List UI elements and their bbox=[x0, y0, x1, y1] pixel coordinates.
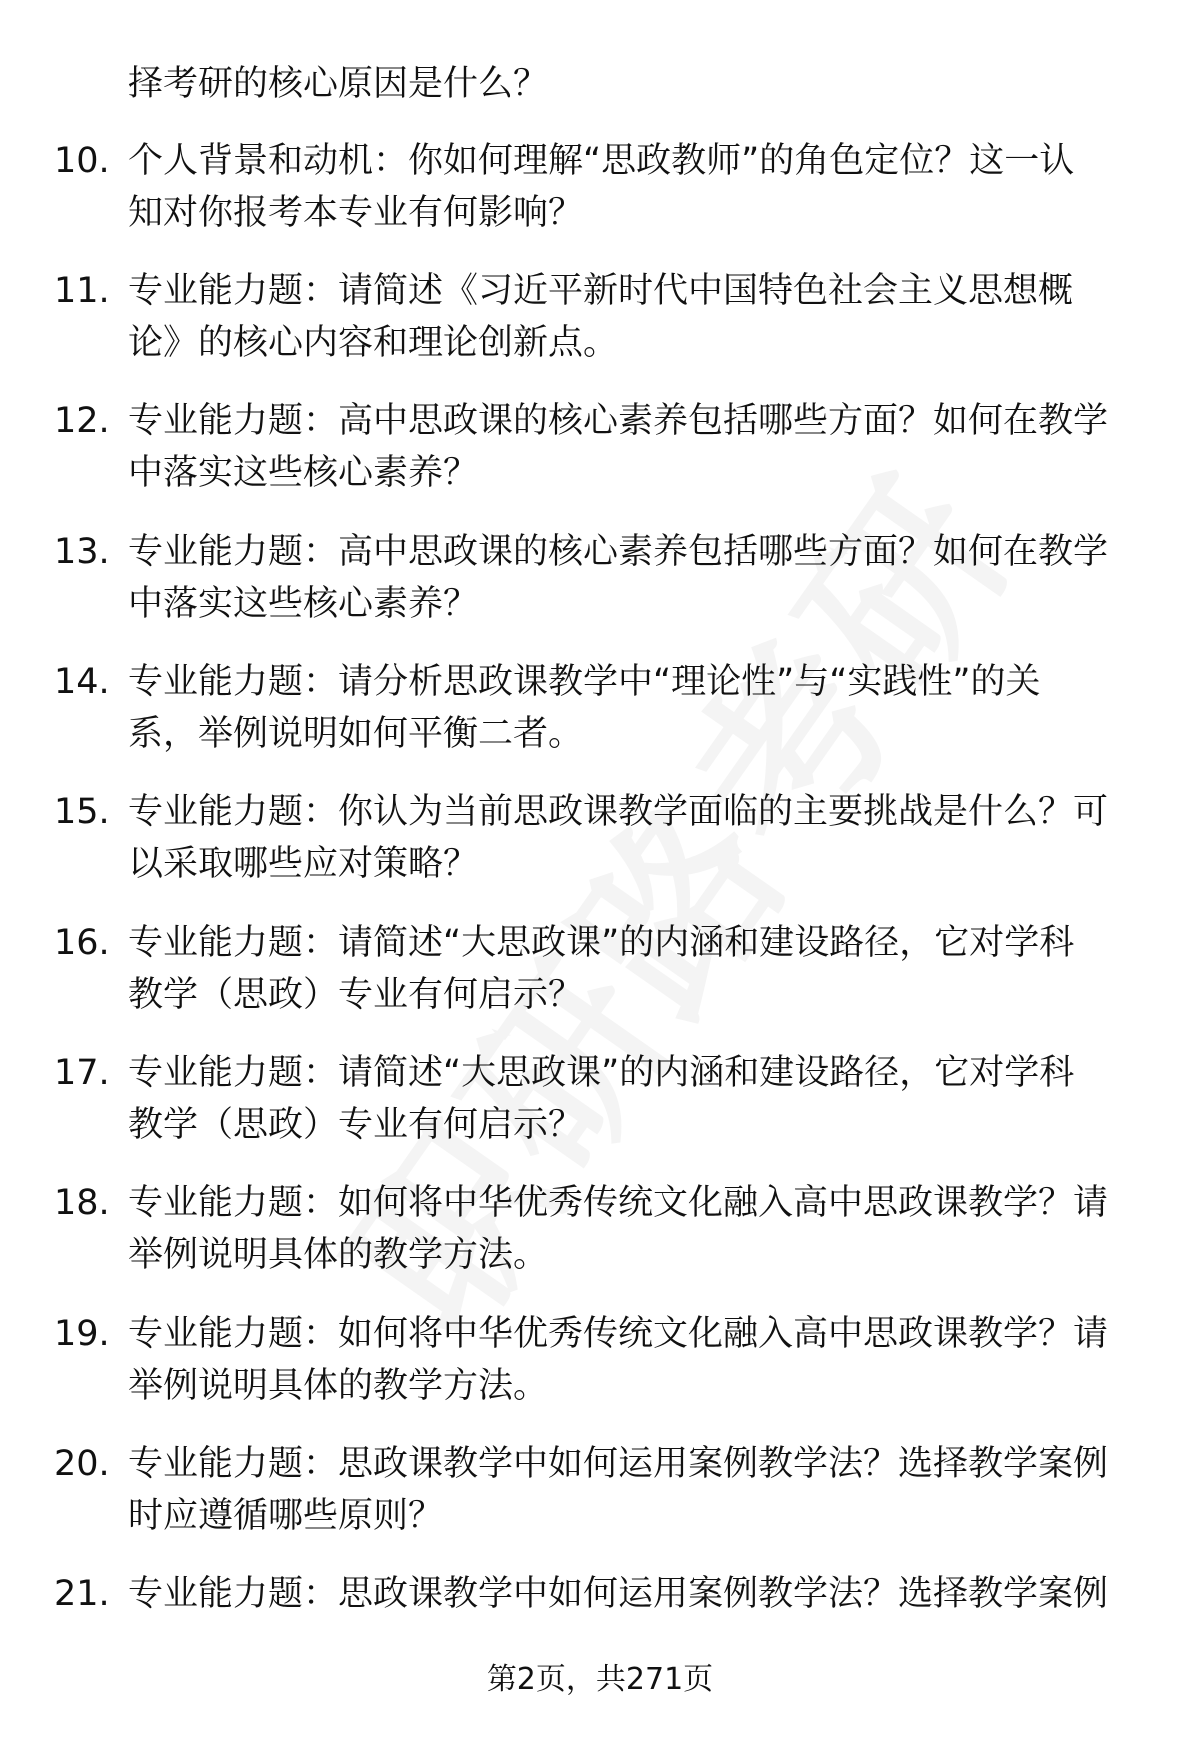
item-text bbox=[128, 526, 1140, 630]
item-line: 时应遵循哪些原则？ bbox=[128, 1496, 444, 1536]
item-number: 13. bbox=[54, 532, 110, 572]
item-text bbox=[128, 265, 1140, 369]
item-number: 19. bbox=[54, 1314, 110, 1354]
item-text bbox=[128, 1568, 1140, 1620]
item-line: 专业能力题：思政课教学中如何运用案例教学法？选择教学案例 bbox=[128, 1574, 1109, 1614]
item-text bbox=[128, 1438, 1140, 1542]
item-line: 专业能力题：如何将中华优秀传统文化融入高中思政课教学？请 bbox=[128, 1314, 1109, 1354]
item-line: 系，举例说明如何平衡二者。 bbox=[128, 714, 584, 754]
item-text bbox=[128, 1047, 1140, 1151]
item-line: 中落实这些核心素养？ bbox=[128, 453, 479, 493]
item-line: 中落实这些核心素养？ bbox=[128, 584, 479, 624]
item-number: 11. bbox=[54, 271, 110, 311]
item-text bbox=[128, 1177, 1140, 1281]
item-line: 专业能力题：请分析思政课教学中“理论性”与“实践性”的关 bbox=[128, 662, 1041, 702]
item-line: 个人背景和动机：你如何理解“思政教师”的角色定位？这一认 bbox=[128, 141, 1075, 181]
item-line: 举例说明具体的教学方法。 bbox=[128, 1366, 549, 1406]
item-number: 14. bbox=[54, 662, 110, 702]
item-number: 18. bbox=[54, 1183, 110, 1223]
item-text bbox=[128, 135, 1140, 239]
item-text bbox=[128, 395, 1140, 499]
item-line: 专业能力题：思政课教学中如何运用案例教学法？选择教学案例 bbox=[128, 1444, 1109, 1484]
item-text bbox=[128, 656, 1140, 760]
item-number: 15. bbox=[54, 792, 110, 832]
page-footer: 第2页，共271页 bbox=[486, 1662, 714, 1697]
item-line: 专业能力题：如何将中华优秀传统文化融入高中思政课教学？请 bbox=[128, 1183, 1109, 1223]
item-line: 专业能力题：请简述“大思政课”的内涵和建设路径，它对学科 bbox=[128, 1053, 1075, 1093]
item-line: 论》的核心内容和理论创新点。 bbox=[128, 323, 619, 363]
item-line: 知对你报考本专业有何影响？ bbox=[128, 193, 584, 233]
item-line: 举例说明具体的教学方法。 bbox=[128, 1235, 549, 1275]
item-text bbox=[128, 1308, 1140, 1412]
item-number: 21. bbox=[54, 1574, 110, 1614]
item-line: 专业能力题：你认为当前思政课教学面临的主要挑战是什么？可 bbox=[128, 792, 1109, 832]
item-line: 以采取哪些应对策略？ bbox=[128, 844, 479, 884]
item-line: 专业能力题：高中思政课的核心素养包括哪些方面？如何在教学 bbox=[128, 532, 1109, 572]
item-line: 专业能力题：高中思政课的核心素养包括哪些方面？如何在教学 bbox=[128, 401, 1109, 441]
item-text bbox=[128, 786, 1140, 890]
item-line: 专业能力题：请简述“大思政课”的内涵和建设路径，它对学科 bbox=[128, 923, 1075, 963]
item-number: 10. bbox=[54, 141, 110, 181]
continued-line: 择考研的核心原因是什么？ bbox=[128, 64, 549, 104]
item-number: 16. bbox=[54, 923, 110, 963]
item-text bbox=[128, 917, 1140, 1021]
item-number: 20. bbox=[54, 1444, 110, 1484]
item-number: 17. bbox=[54, 1053, 110, 1093]
item-number: 12. bbox=[54, 401, 110, 441]
item-line: 专业能力题：请简述《习近平新时代中国特色社会主义思想概 bbox=[128, 271, 1074, 311]
item-line: 教学（思政）专业有何启示？ bbox=[128, 975, 584, 1015]
item-line: 教学（思政）专业有何启示？ bbox=[128, 1105, 584, 1145]
